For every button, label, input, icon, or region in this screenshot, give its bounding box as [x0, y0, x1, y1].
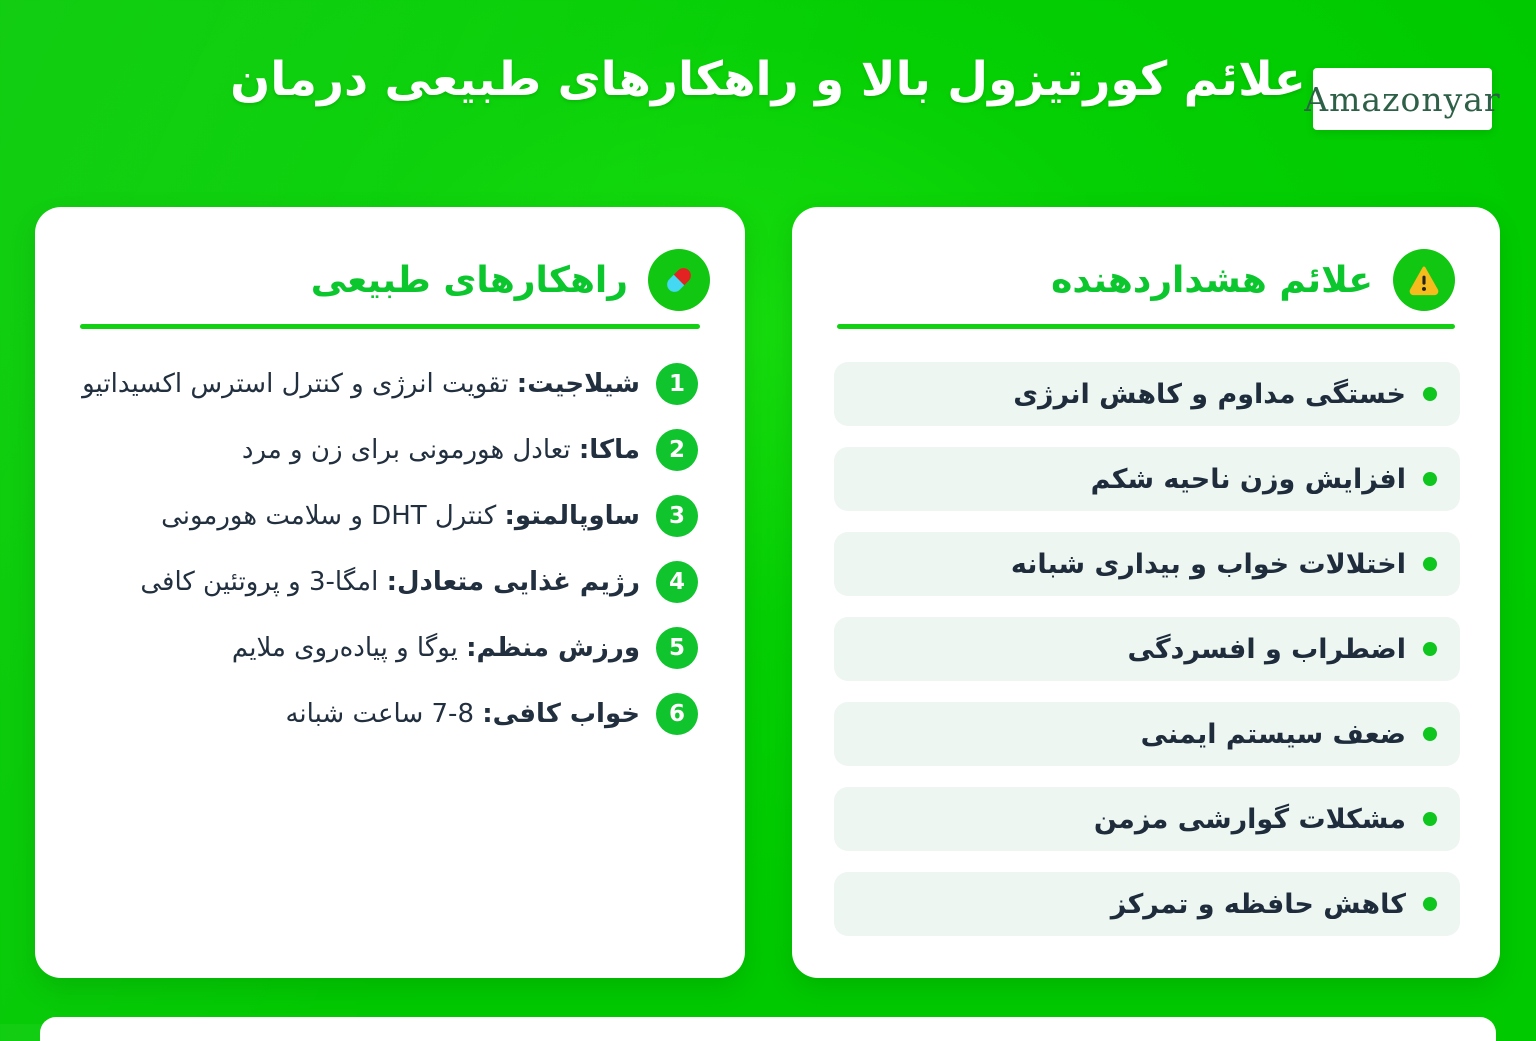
page-title: علائم کورتیزول بالا و راهکارهای طبیعی درمان	[230, 52, 1306, 107]
bullet-dot-icon	[1423, 812, 1437, 826]
remedy-description: کنترل DHT و سلامت هورمونی	[161, 501, 497, 531]
remedy-list-item	[80, 429, 698, 471]
remedy-text	[161, 501, 640, 531]
remedy-label: خواب کافی:	[482, 699, 640, 729]
remedy-label: رژیم غذایی متعادل:	[386, 567, 640, 597]
number-badge: 2	[656, 429, 698, 471]
bullet-dot-icon	[1423, 472, 1437, 486]
remedy-description: تقویت انرژی و کنترل استرس اکسیداتیو	[82, 369, 509, 399]
warning-list-item	[834, 787, 1460, 851]
remedy-text	[82, 369, 640, 399]
remedies-card-title: راهکارهای طبیعی	[310, 259, 628, 301]
number-badge: 1	[656, 363, 698, 405]
pill-icon	[648, 249, 710, 311]
warning-text: اختلالات خواب و بیداری شبانه	[1010, 548, 1406, 580]
remedy-label: ماکا:	[578, 435, 640, 465]
remedy-list-item	[80, 627, 698, 669]
footer-bar-partial	[40, 1017, 1496, 1041]
warnings-card	[792, 207, 1500, 978]
warning-text: مشکلات گوارشی مزمن	[1093, 803, 1406, 835]
warning-text: اضطراب و افسردگی	[1127, 633, 1406, 665]
remedy-label: ساوپالمتو:	[504, 501, 640, 531]
remedy-list-item	[80, 363, 698, 405]
remedy-label: شیلاجیت:	[516, 369, 640, 399]
number-badge: 3	[656, 495, 698, 537]
warning-text: کاهش حافظه و تمرکز	[1110, 888, 1406, 920]
remedy-label: ورزش منظم:	[466, 633, 640, 663]
remedies-list	[80, 363, 698, 735]
warning-text: افزایش وزن ناحیه شکم	[1090, 463, 1406, 495]
warning-icon	[1393, 249, 1455, 311]
remedy-text	[242, 435, 640, 465]
warnings-divider	[837, 324, 1455, 329]
warnings-card-title: علائم هشداردهنده	[1051, 259, 1373, 301]
bullet-dot-icon	[1423, 387, 1437, 401]
warnings-list	[834, 362, 1460, 936]
warning-list-item	[834, 532, 1460, 596]
bullet-dot-icon	[1423, 897, 1437, 911]
warning-list-item	[834, 447, 1460, 511]
warning-list-item	[834, 617, 1460, 681]
number-badge: 6	[656, 693, 698, 735]
remedies-card-header	[35, 207, 745, 311]
number-badge: 4	[656, 561, 698, 603]
remedy-description: تعادل هورمونی برای زن و مرد	[241, 435, 571, 465]
warning-list-item	[834, 702, 1460, 766]
remedy-text	[140, 567, 640, 597]
remedy-description: یوگا و پیاده‌روی ملایم	[231, 633, 458, 663]
remedy-list-item	[80, 561, 698, 603]
warning-text: ضعف سیستم ایمنی	[1140, 718, 1406, 750]
warnings-card-header	[792, 207, 1500, 311]
bullet-dot-icon	[1423, 557, 1437, 571]
remedy-description: 8-7 ساعت شبانه	[285, 699, 474, 729]
bullet-dot-icon	[1423, 642, 1437, 656]
remedies-divider	[80, 324, 700, 329]
warning-text: خستگی مداوم و کاهش انرژی	[1013, 378, 1406, 410]
number-badge: 5	[656, 627, 698, 669]
brand-logo-text: Amazonyar	[1304, 79, 1501, 119]
remedy-text	[285, 699, 640, 729]
remedies-card	[35, 207, 745, 978]
remedy-list-item	[80, 693, 698, 735]
warning-list-item	[834, 362, 1460, 426]
warning-list-item	[834, 872, 1460, 936]
remedy-description: امگا-3 و پروتئین کافی	[140, 567, 379, 597]
remedy-list-item	[80, 495, 698, 537]
bullet-dot-icon	[1423, 727, 1437, 741]
brand-logo	[1304, 68, 1501, 130]
remedy-text	[232, 633, 640, 663]
